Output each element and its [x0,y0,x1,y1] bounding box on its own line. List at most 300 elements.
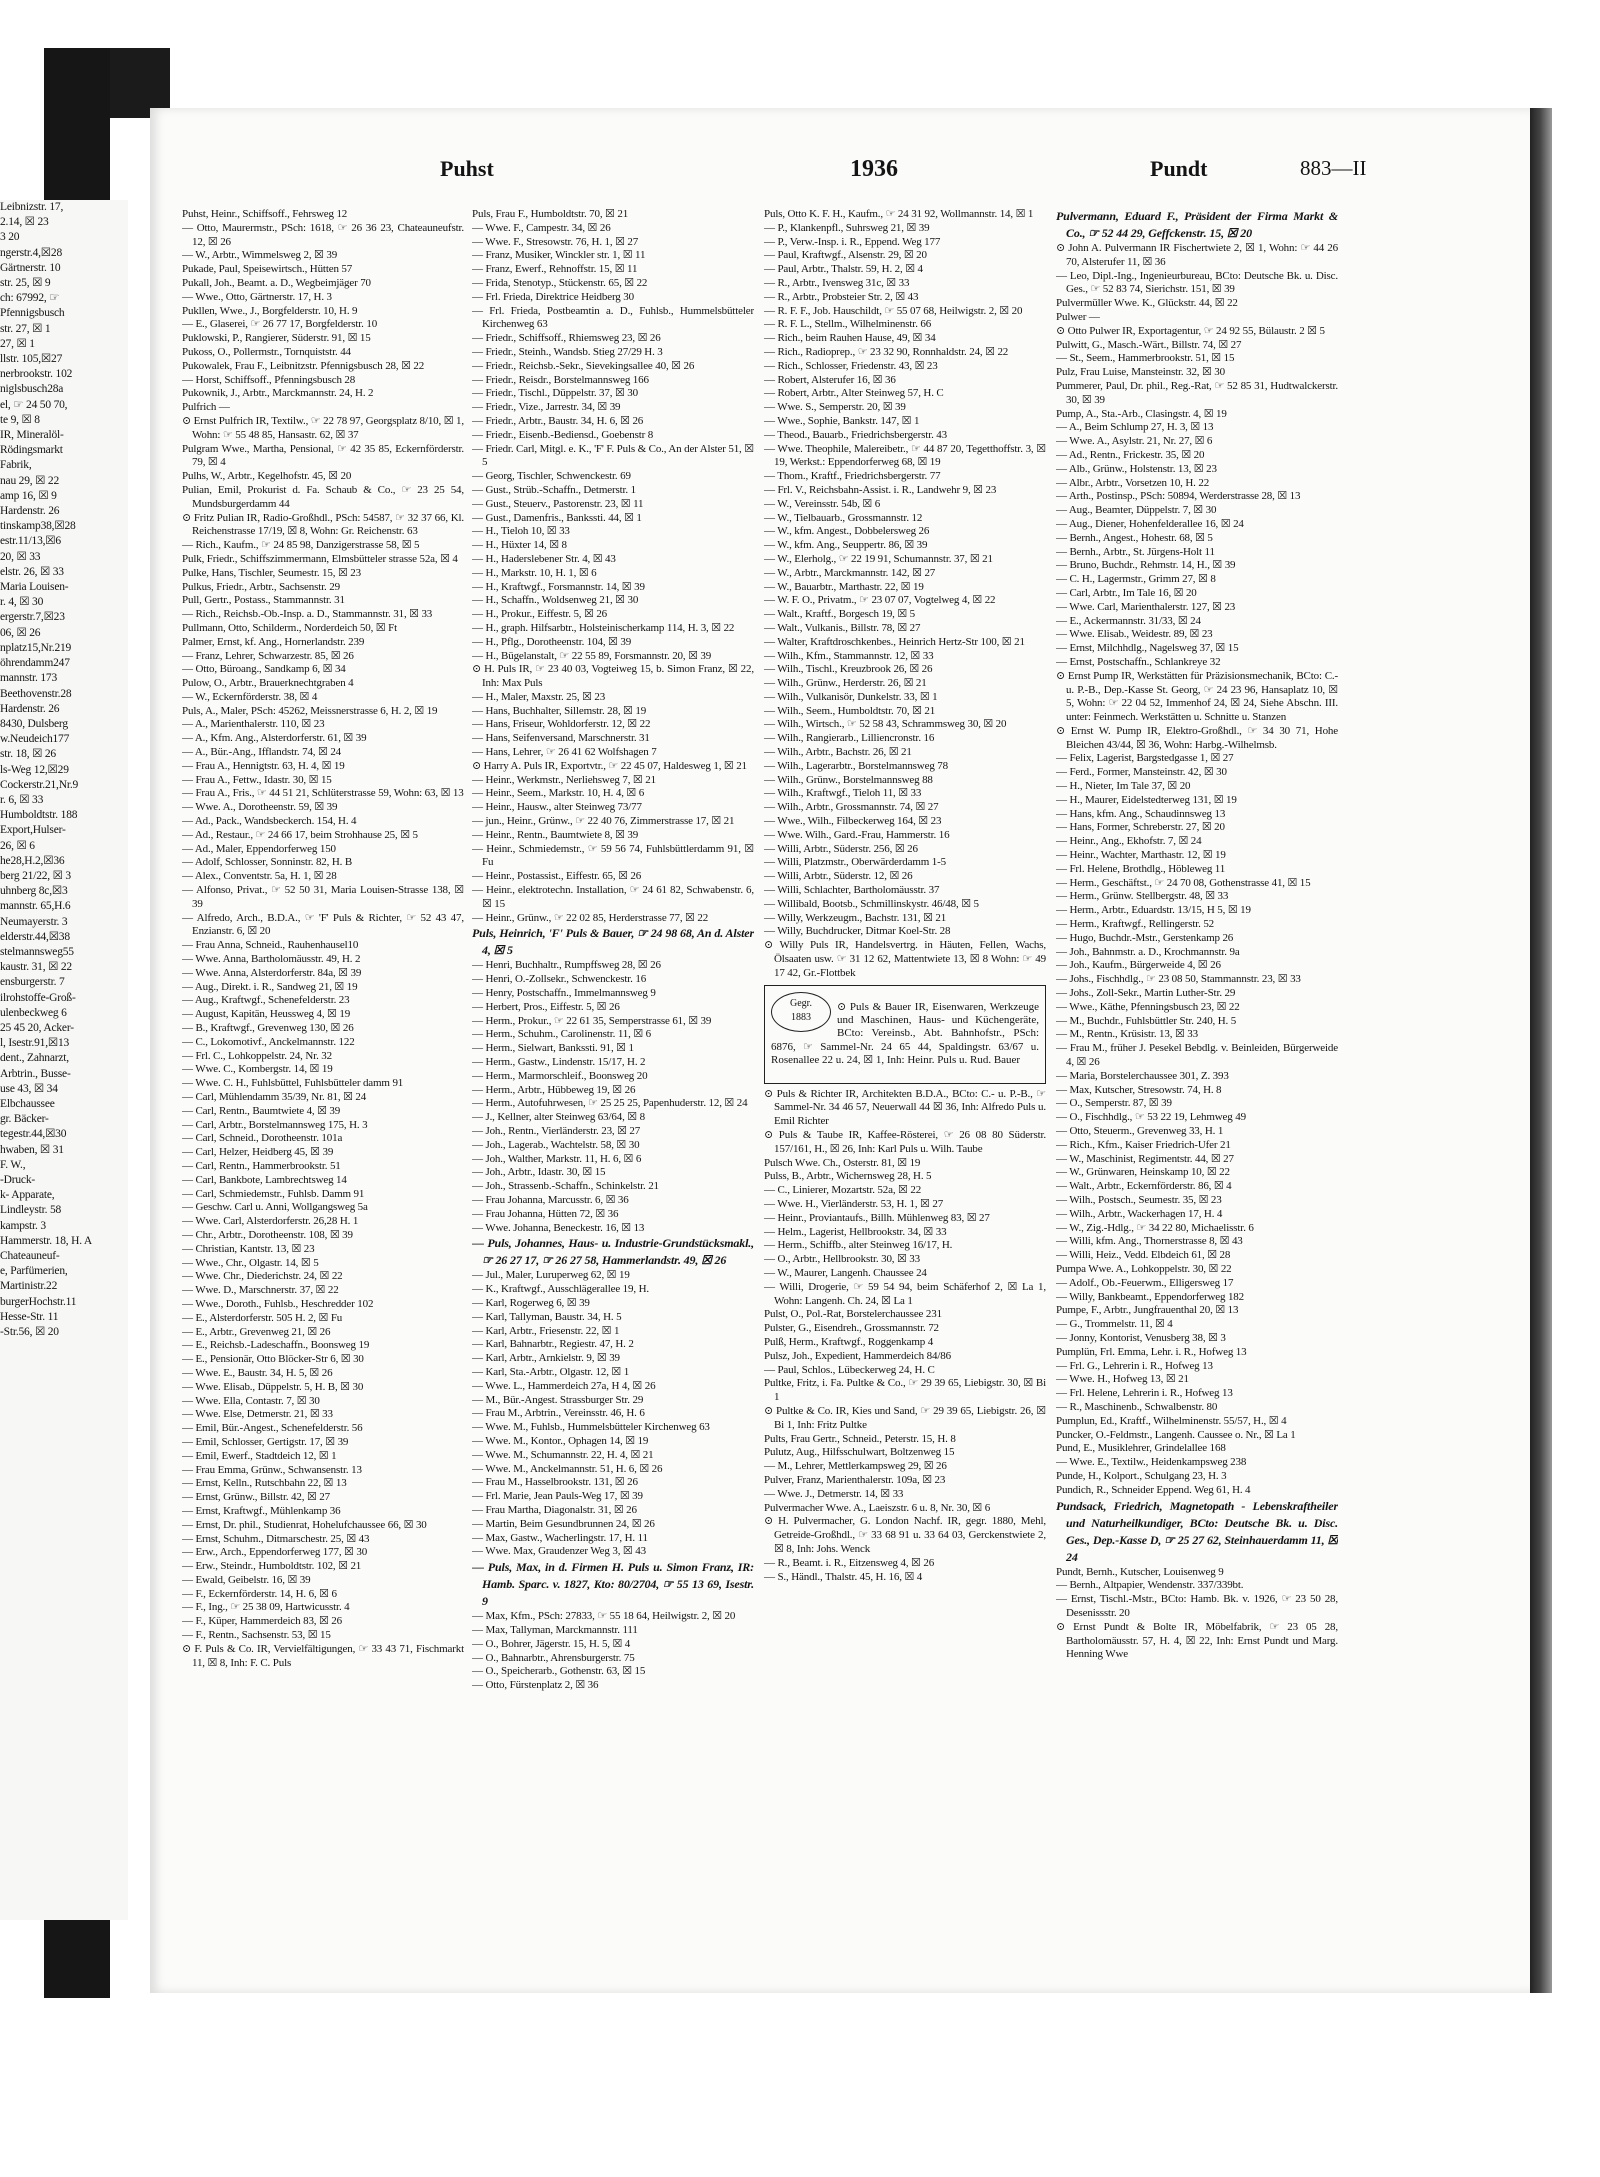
directory-entry: — W., kfm. Angest., Dobbelersweg 26 [764,525,930,538]
directory-entry: — Wwe., Wilh., Filbeckerweg 164, ☒ 23 [764,815,942,828]
left-page-line: kampstr. 3 [0,1219,46,1232]
directory-entry: — Herm., Grünw. Stellbergstr. 48, ☒ 33 [1056,890,1229,903]
directory-entry: — Ernst, Schuhm., Ditmarschestr. 25, ☒ 43 [182,1532,370,1545]
directory-entry: — Johs., Zoll-Sekr., Martin Luther-Str. 29 [1056,987,1236,1000]
left-page-line: öhrendamm247 [0,657,70,670]
directory-entry: — O., Arbtr., Hellbrookstr. 30, ☒ 33 [764,1253,921,1266]
directory-entry: — M., Lehrer, Mettlerkampsweg 29, ☒ 26 [764,1460,947,1473]
directory-entry: ⊙ John A. Pulvermann IR Fischertwiete 2, ☒ 1, Wohn: ☞ 44 26 70, Alsterufer 11, ☒ 36 [1056,242,1338,268]
directory-entry: — Geschw. Carl u. Anni, Wollgangsweg 5a [182,1201,368,1214]
left-page-line: Beethovenstr.28 [0,687,72,700]
directory-entry: — Wwe. Wilh., Gard.-Frau, Hammerstr. 16 [764,828,950,841]
directory-entry: — R., Arbtr., Ivensweg 31c, ☒ 33 [764,276,910,289]
directory-entry: — Herm., Arbtr., Eduardstr. 13/15, H 5, ☒ 19 [1056,904,1251,917]
directory-entry: Pumplün, Frl. Emma, Lehr. i. R., Hofweg 13 [1056,1345,1247,1358]
directory-page [150,108,1532,1993]
directory-entry: — Wwe., Chr., Olgastr. 14, ☒ 5 [182,1256,319,1269]
directory-entry: — Willi, Schlachter, Bartholomäusstr. 37 [764,884,940,897]
directory-entry: — F., Rentn., Sachsenstr. 53, ☒ 15 [182,1629,331,1642]
left-page-line: Hesse-Str. 11 [0,1310,59,1323]
column-2 [472,208,754,1978]
directory-entry: — St., Seem., Hammerbrookstr. 51, ☒ 15 [1056,352,1235,365]
directory-entry: — Aug., Direkt. i. R., Sandweg 21, ☒ 19 [182,980,358,993]
directory-entry: — Emil, Ewerf., Stadtdeich 12, ☒ 1 [182,1449,337,1462]
directory-entry: Pulhs, W., Arbtr., Kegelhofstr. 45, ☒ 20 [182,470,352,483]
directory-entry: — Wwe. F., Campestr. 34, ☒ 26 [472,221,611,234]
directory-entry: — F., Küper, Hammerdeich 83, ☒ 26 [182,1615,343,1628]
directory-entry: — Herm., Schuhm., Carolinenstr. 11, ☒ 6 [472,1028,651,1041]
directory-entry: — Wwe. D., Marschnerstr. 37, ☒ 22 [182,1284,339,1297]
directory-entry: — Frl. Frieda, Postbeamtin a. D., Fuhlsb., Hummelsbütteler Kirchenweg 63 [472,304,754,331]
directory-entry: — Frl. Helene, Brothdlg., Höbleweg 11 [1056,862,1226,875]
directory-entry: ⊙ Pultke & Co. IR, Kies und Sand, ☞ 29 39 65, Liebigstr. 26, ☒ Bi 1, Inh: Fritz Pultke [764,1404,1046,1431]
directory-entry: ⊙ Ernst W. Pump IR, Elektro-Großhdl., ☞ 34 30 71, Hohe Bleichen 43/44, ☒ 36, Wohn: Harbg.-Wilhelmsb. [1056,724,1338,751]
directory-entry: — Alfredo, Arch., B.D.A., ☞ 'F' Puls & Richter, ☞ 52 43 47, Enzianstr. 6, ☒ 20 [182,911,464,938]
left-page-line: berg 21/22, ☒ 3 [0,869,71,882]
directory-entry: — Carl, Rentn., Hammerbrookstr. 51 [182,1159,341,1172]
directory-entry: Pukowalek, Frau F., Leibnitzstr. Pfennigsbusch 28, ☒ 22 [182,359,425,372]
directory-entry: — Joh., Rentn., Vierländerstr. 23, ☒ 27 [472,1125,641,1137]
directory-entry: — R. F. L., Stellm., Wilhelminenstr. 66 [764,318,932,331]
directory-entry: — Friedr., Tischl., Düppelstr. 37, ☒ 30 [472,387,638,400]
directory-entry: — Karl, Arbtr., Friesenstr. 22, ☒ 1 [472,1324,620,1337]
directory-entry: — Willi, Platzmstr., Oberwärderdamm 1-5 [764,856,946,869]
left-page-line: niglsbusch28a [0,383,64,396]
directory-entry: Pulss, B., Arbtr., Wichernsweg 28, H. 5 [764,1170,932,1183]
directory-entry: Pundt, Bernh., Kutscher, Louisenweg 9 [1056,1565,1224,1578]
directory-entry: — Herm., Geschäftst., ☞ 24 70 08, Gothenstrasse 41, ☒ 15 [1056,876,1311,889]
directory-entry: — Herm., Autofuhrwesen, ☞ 25 25 25, Papenhuderstr. 12, ☒ 24 [472,1097,748,1110]
directory-entry: — Felix, Lagerist, Bargstedgasse 1, ☒ 27 [1056,752,1234,765]
directory-entry: — Heinr., Wachter, Marthastr. 12, ☒ 19 [1056,849,1226,862]
directory-entry: — Wwe. H., Hofweg 13, ☒ 21 [1056,1373,1189,1386]
left-page-line: te 9, ☒ 8 [0,413,40,426]
left-page-line: nplatz15,Nr.219 [0,641,72,654]
directory-entry: Pulvermüller Wwe. K., Glückstr. 44, ☒ 22 [1056,297,1238,310]
directory-entry: — S., Händl., Thalstr. 45, H. 16, ☒ 4 [764,1570,923,1583]
left-page-line: uhnberg 8c,☒3 [0,885,68,898]
directory-entry: — Ferd., Former, Mansteinstr. 42, ☒ 30 [1056,766,1227,779]
directory-entry: — Bernh., Arbtr., St. Jürgens-Holt 11 [1056,545,1215,558]
directory-entry: — Carl, Schmiedemstr., Fuhlsb. Damm 91 [182,1187,365,1200]
left-page-line: dent., Zahnarzt, [0,1052,69,1065]
directory-entry: Pulver, Franz, Marienthalerstr. 109a, ☒ 23 [764,1473,946,1486]
directory-entry: — Wwe. M., Kontor., Ophagen 14, ☒ 19 [472,1434,649,1447]
left-page-line: 2.14, ☒ 23 [0,216,49,229]
left-page-line: Chateauneuf- [0,1250,60,1263]
directory-entry: — M., Rentn., Krüsistr. 13, ☒ 33 [1056,1028,1198,1041]
directory-entry: — Frau A., Fettw., Idastr. 30, ☒ 15 [182,773,332,786]
directory-entry: — F., Ing., ☞ 25 38 09, Hartwicusstr. 4 [182,1601,350,1614]
directory-entry: ⊙ Puls & Richter IR, Architekten B.D.A., BCto: C.- u. P.-B., ☞ Sammel-Nr. 34 46 57, Neuerwall 44 ☒ 36, Inh: Alfredo Puls u. Emil Richter [764,1087,1046,1128]
directory-entry: — Albr., Arbtr., Vorsetzen 10, H. 22 [1056,476,1210,489]
directory-entry: Pulke, Hans, Tischler, Seumestr. 15, ☒ 23 [182,566,361,579]
directory-entry: — Wwe., Sophie, Bankstr. 147, ☒ 1 [764,414,920,427]
directory-entry: — Hans, Friseur, Wohldorferstr. 12, ☒ 22 [472,718,651,731]
directory-entry: Puls, Frau F., Humboldtstr. 70, ☒ 21 [472,208,629,220]
directory-entry: — H., Maler, Maxstr. 25, ☒ 23 [472,690,606,703]
directory-entry: — Walt., Arbtr., Eckernförderstr. 86, ☒ 4 [1056,1180,1232,1193]
column-3 [764,208,1046,1978]
directory-entry: — Heinr., Rentn., Baumtwiete 8, ☒ 39 [472,828,639,841]
left-page-line: ulenbeckweg 6 [0,1006,67,1019]
directory-entry: — H., Maurer, Eidelstedterweg 131, ☒ 19 [1056,793,1237,806]
directory-entry: — Friedr., Reisdr., Borstelmannsweg 166 [472,373,649,386]
directory-entry: — Alfonso, Privat., ☞ 52 50 31, Maria Louisen-Strasse 138, ☒ 39 [182,884,464,910]
directory-entry: — Hans, Lehrer, ☞ 26 41 62 Wolfshagen 7 [472,746,657,759]
directory-entry: — O., Speicherarb., Gothenstr. 63, ☒ 15 [472,1665,646,1678]
directory-entry: — Willy, Bankbeamt., Eppendorferweg 182 [1056,1290,1244,1303]
left-page-line: tinskamp38,☒28 [0,520,76,533]
directory-entry: — Paul, Arbtr., Thalstr. 59, H. 2, ☒ 4 [764,263,923,276]
directory-entry: — G., Trommelstr. 11, ☒ 4 [1056,1318,1173,1331]
directory-entry: — Otto, Bürоang., Sandkamp 6, ☒ 34 [182,663,346,676]
directory-entry: — Wilh., Seem., Humboldtstr. 70, ☒ 21 [764,704,936,717]
left-page-line: tegestr.44,☒30 [0,1128,67,1141]
directory-entry: ⊙ Ernst Pulfrich IR, Textilw., ☞ 22 78 97, Georgsplatz 8/10, ☒ 1, Wohn: ☞ 55 48 85, Hansastr. 62, ☒ 37 [182,414,464,441]
left-page-line: 25 45 20, Acker- [0,1021,74,1034]
directory-entry: — A., Bür.-Ang., Ifflandstr. 74, ☒ 24 [182,746,342,759]
left-page-line: Lindleystr. 58 [0,1204,62,1217]
directory-entry: Pulwitt, G., Masch.-Wärt., Billstr. 74, ☒ 27 [1056,338,1242,351]
left-page-line: stelmannsweg55 [0,945,74,958]
directory-entry: — Emil, Bür.-Angest., Schenefelderstr. 56 [182,1422,363,1435]
directory-entry: — Friedr., Vize., Jarrestr. 34, ☒ 39 [472,401,621,414]
directory-entry: Puls, A., Maler, PSch: 45262, Meissnerstrasse 6, H. 2, ☒ 19 [182,704,438,717]
directory-entry: — Friedr., Eisenb.-Bediensd., Goebenstr 8 [472,428,654,441]
directory-entry: — Wwe. Else, Detmerstr. 21, ☒ 33 [182,1408,333,1421]
directory-entry: — Wilh., Arbtr., Grossmannstr. 74, ☒ 27 [764,801,939,814]
directory-entry: — Aug., Beamter, Düppelstr. 7, ☒ 30 [1056,504,1217,517]
left-page-line: ergerstr.7,☒23 [0,611,65,624]
directory-entry: — Leo, Dipl.-Ing., Ingenieurbureau, BCto: Deutsche Bk. u. Disc. Ges., ☞ 52 83 74, Sierichstr. 151, ☒ 39 [1056,269,1338,296]
directory-entry: — Max, Tallyman, Marckmannstr. 111 [472,1623,638,1636]
directory-entry: Pumpe, F., Arbtr., Jungfrauenthal 20, ☒ 13 [1056,1304,1239,1317]
directory-entry: ⊙ Ernst Pundt & Bolte IR, Möbelfabrik, ☞ 23 05 28, Bartholomäusstr. 57, H. 4, ☒ 22, Inh: Ernst Pundt und Marg. Henning Wwe [1056,1620,1338,1661]
directory-entry: — Ernst, Kelln., Rutschbahn 22, ☒ 13 [182,1477,347,1490]
directory-entry: Pundich, R., Schneider Eppend. Weg 61, H. 4 [1056,1483,1251,1496]
directory-entry: — Aug., Diener, Hohenfelderallee 16, ☒ 24 [1056,517,1244,530]
directory-entry: — Wwe. A., Asylstr. 21, Nr. 27, ☒ 6 [1056,435,1213,448]
directory-entry: Pulfrich — [182,401,230,414]
directory-entry: — W., Arbtr., Marckmannstr. 142, ☒ 27 [764,566,936,579]
directory-entry: — W., Eckernförderstr. 38, ☒ 4 [182,690,318,703]
directory-entry: — Wwe. H., Vierländerstr. 53, H. 1, ☒ 27 [764,1198,944,1211]
directory-entry: — Willy, Buchdrucker, Ditmar Koel-Str. 28 [764,925,951,938]
directory-entry: Pump, A., Sta.-Arb., Clasingstr. 4, ☒ 19 [1056,407,1227,420]
directory-entry: — Rich., beim Rauhen Hause, 49, ☒ 34 [764,332,936,345]
directory-entry: — Gust., Strüb.-Schaffn., Detmerstr. 1 [472,483,636,496]
directory-entry: — W., Maurer, Langenh. Chaussee 24 [764,1267,927,1280]
directory-entry: Punde, H., Kolport., Schulgang 23, H. 3 [1056,1469,1227,1482]
directory-entry: — H., Markstr. 10, H. 1, ☒ 6 [472,566,597,579]
directory-entry: — W. F. O., Privatm., ☞ 23 07 07, Vogtelweg 4, ☒ 22 [764,594,996,607]
directory-entry: — E., Arbtr., Grevenweg 21, ☒ 26 [182,1325,331,1338]
left-page-line: r. 6, ☒ 33 [0,793,44,806]
directory-entry: — Adolf., Ob.-Feuerwm., Elligersweg 17 [1056,1276,1234,1289]
directory-entry: — Willi, kfm. Ang., Thornerstrasse 8, ☒ 43 [1056,1235,1243,1248]
directory-entry: — Hans, Former, Schreberstr. 27, ☒ 20 [1056,821,1225,834]
left-page-line: ngerstr.4,☒28 [0,246,63,259]
directory-entry: — Wwe. F., Stresowstr. 76, H. 1, ☒ 27 [472,235,639,248]
directory-entry: — C. H., Lagermstr., Grimm 27, ☒ 8 [1056,573,1216,586]
directory-entry: — Wwe. L., Hammerdeich 27a, H 4, ☒ 26 [472,1379,656,1392]
left-page-line: ch: 67992, ☞ [0,292,60,305]
directory-entry: — P., Klankenpfl., Suhrsweg 21, ☒ 39 [764,221,930,234]
left-page-line: amp 16, ☒ 9 [0,489,57,502]
directory-entry: — Wwe., Otto, Gärtnerstr. 17, H. 3 [182,290,332,303]
left-page-line: ensburgerstr. 7 [0,976,65,989]
directory-entry: — Carl, Schneid., Dorotheenstr. 101a [182,1132,343,1145]
directory-entry: Palmer, Ernst, kf. Ang., Hornerlandstr. 239 [182,635,365,648]
directory-entry: — Ernst, Milchhdlg., Nagelsweg 37, ☒ 15 [1056,642,1239,655]
directory-entry: — Wilh., Vulkanisör, Dunkelstr. 33, ☒ 1 [764,690,938,703]
directory-entry: — Karl, Rogerweg 6, ☒ 39 [472,1296,590,1309]
directory-entry: — Bernh., Angest., Hohestr. 68, ☒ 5 [1056,531,1213,544]
directory-entry: — Wilh., Grünw., Borstelmannsweg 88 [764,773,933,786]
directory-entry: Pulutz, Aug., Hilfsschulwart, Boltzenweg 15 [764,1446,955,1459]
directory-entry: — H., Haderslebener Str. 4, ☒ 43 [472,552,616,565]
directory-entry: — Emil, Schlosser, Gertigstr. 17, ☒ 39 [182,1435,349,1448]
directory-entry: — Horst, Schiffsoff., Pfenningsbusch 28 [182,373,356,386]
directory-entry: — R., Beamt. i. R., Eitzensweg 4, ☒ 26 [764,1556,935,1569]
directory-entry: ⊙ Otto Pulwer IR, Exportagentur, ☞ 24 92 55, Bülaustr. 2 ☒ 5 [1056,324,1325,337]
directory-entry: — H., Tieloh 10, ☒ 33 [472,525,570,538]
left-page-line: 20, ☒ 33 [0,550,41,563]
directory-entry: — Wilh., Arbtr., Bachstr. 26, ☒ 21 [764,746,912,759]
directory-entry: — Max, Kfm., PSch: 27833, ☞ 55 18 64, Heilwigstr. 2, ☒ 20 [472,1610,736,1623]
directory-entry: — Walter, Kraftdroschkenbes., Heinrich Hertz-Str 100, ☒ 21 [764,635,1025,648]
directory-entry: — J., Kellner, alter Steinweg 63/64, ☒ 8 [472,1111,645,1124]
directory-entry: — jun., Heinr., Grünw., ☞ 22 40 76, Zimmerstrasse 17, ☒ 21 [472,815,735,828]
directory-entry: — W., Vereinsstr. 54b, ☒ 6 [764,497,881,510]
directory-entry: — Wwe. E., Textilw., Heidenkampsweg 238 [1056,1456,1247,1469]
directory-entry: — Adolf, Schlosser, Sonninstr. 82, H. B [182,856,353,869]
left-page-line: elderstr.44,☒38 [0,930,70,943]
directory-entry: — Robert, Alsterufer 16, ☒ 36 [764,373,896,386]
directory-entry: Pukllen, Wwe., J., Borgfelderstr. 10, H. 9 [182,304,358,317]
directory-entry: — Frau Johanna, Hütten 72, ☒ 36 [472,1207,619,1220]
directory-entry: — Wilh., Wirtsch., ☞ 52 58 43, Schrammsweg 30, ☒ 20 [764,718,1007,731]
puls-bauer-ad [764,985,1046,1084]
left-page-line: 06, ☒ 26 [0,626,41,639]
directory-entry: — Wwe. C. H., Fuhlsbüttel, Fuhlsbütteler damm 91 [182,1077,404,1090]
seal-line: Gegr. [790,997,812,1009]
directory-entry: ⊙ H. Puls IR, ☞ 23 40 03, Vogteiweg 15, b. Simon Franz, ☒ 22, Inh: Max Puls [472,663,754,690]
directory-entry: ⊙ Harry A. Puls IR, Exportvtr., ☞ 22 45 07, Haldesweg 1, ☒ 21 [472,759,747,772]
directory-entry: — Franz, Lehrer, Schwarzestr. 85, ☒ 26 [182,649,354,662]
directory-entry: — W., Arbtr., Wimmelsweg 2, ☒ 39 [182,249,338,262]
directory-entry: — Ad., Pack., Wandsbeckerch. 154, H. 4 [182,815,357,828]
directory-entry: — Hans, Buchhalter, Sillemstr. 28, ☒ 19 [472,704,647,717]
left-page-line: Hardenstr. 26 [0,505,60,518]
directory-entry: — H., Prokur., Eiffestr. 5, ☒ 26 [472,608,608,621]
directory-entry: Pulvermann, Eduard F., Präsident der Firma Markt & Co., ☞ 52 44 29, Geffckenstr. 15, ☒ 20 [1056,209,1338,240]
directory-entry: — Carl, Rentn., Baumtwiete 4, ☒ 39 [182,1104,341,1117]
directory-entry: Pulst, O., Pol.-Rat, Borstelerchaussee 231 [764,1308,942,1321]
directory-entry: — Heinr., Ang., Ekhofstr. 7, ☒ 24 [1056,835,1202,848]
directory-entry: — H., Kraftwgf., Forsmannstr. 14, ☒ 39 [472,580,645,593]
left-page-line: elstr. 26, ☒ 33 [0,565,64,578]
left-page-line: Gärtnerstr. 10 [0,261,61,274]
directory-entry: — Walt., Kraftf., Borgesch 19, ☒ 5 [764,608,916,621]
directory-entry: — Heinr., Postassist., Eiffestr. 65, ☒ 26 [472,870,642,883]
seal-year: 1883 [791,1011,811,1023]
directory-entry: — Karl, Sta.-Arbtr., Olgastr. 12, ☒ 1 [472,1365,630,1378]
directory-entry: — Carl, Mühlendamm 35/39, Nr. 81, ☒ 24 [182,1091,367,1103]
left-page-line: -Druck- [0,1174,35,1186]
left-page-line: Arbtrin., Busse- [0,1067,71,1080]
header-first-name: Puhst [440,156,494,181]
directory-entry: — Otto, Maurermstr., PSch: 1618, ☞ 26 36 23, Chateauneufstr. 12, ☒ 26 [182,221,464,248]
directory-entry: — Carl, Arbtr., Im Tale 16, ☒ 20 [1056,586,1197,599]
left-page-line: l, Isestr.91,☒13 [0,1037,70,1050]
directory-entry: — August, Kapitän, Heussweg 4, ☒ 19 [182,1008,351,1021]
directory-entry: — Wwe. Anna, Bartholomäusstr. 49, H. 2 [182,953,361,966]
left-page-line: mannstr. 65,H.6 [0,900,71,913]
directory-entry: — H., Nieter, Im Tale 37, ☒ 20 [1056,780,1191,793]
left-page-line: ls-Weg 12,☒29 [0,763,69,776]
directory-entry: — Gust., Damenfris., Bankssti. 44, ☒ 1 [472,511,642,524]
directory-entry: — W., Zig.-Hdlg., ☞ 34 22 80, Michaelisstr. 6 [1056,1221,1254,1234]
left-page-line: Fabrik, [0,459,32,472]
directory-entry: — Max, Gastw., Wacherlingstr. 17, H. 11 [472,1531,648,1544]
directory-entry: — Erw., Arch., Eppendorferweg 177, ☒ 30 [182,1546,368,1559]
directory-entry: — W., Tielbauarb., Grossmannstr. 12 [764,511,923,524]
header-last-name: Pundt [1150,156,1208,181]
directory-entry: — Ewald, Geibelstr. 16, ☒ 39 [182,1573,311,1586]
directory-entry: — Joh., Kaufm., Bürgerweide 4, ☒ 26 [1056,959,1221,972]
directory-entry: — Alb., Grünw., Holstenstr. 13, ☒ 23 [1056,462,1217,475]
directory-entry: — Otto, Steuerm., Grevenweg 33, H. 1 [1056,1125,1224,1137]
directory-entry: — Wilh., Grünw., Herderstr. 26, ☒ 21 [764,677,927,690]
directory-entry: — O., Fischhdlg., ☞ 53 22 19, Lehmweg 49 [1056,1111,1246,1124]
directory-entry: — Wwe. C., Kombergstr. 14, ☒ 19 [182,1063,333,1076]
directory-entry: — R., Arbtr., Probsteier Str. 2, ☒ 43 [764,290,919,303]
directory-entry: — Frau Martha, Diagonalstr. 31, ☒ 26 [472,1503,637,1516]
directory-entry: Puls, Heinrich, 'F' Puls & Bauer, ☞ 24 98 68, An d. Alster 4, ☒ 5 [472,926,754,958]
directory-entry: Pukownik, J., Arbtr., Marckmannstr. 24, H. 2 [182,387,374,400]
founding-seal [771,992,831,1032]
directory-entry: — Frau M., Arbtrin., Vereinsstr. 46, H. 6 [472,1407,645,1420]
left-page-line: kaustr. 31, ☒ 22 [0,961,72,974]
directory-entry: — Robert, Arbtr., Alter Steinweg 57, H. C [764,387,944,400]
directory-entry: — E., Alsterdorferstr. 505 H. 2, ☒ Fu [182,1311,343,1324]
directory-entry: — Frl. G., Lehrerin i. R., Hofweg 13 [1056,1359,1213,1372]
left-page-line: llstr. 105,☒27 [0,353,63,366]
left-page-line: mannstr. 173 [0,672,58,685]
directory-entry: — Wilh., Arbtr., Wackerhagen 17, H. 4 [1056,1207,1223,1220]
directory-entry: — Karl, Bahnarbtr., Regiestr. 47, H. 2 [472,1338,634,1351]
directory-entry: — F., Eckernförderstr. 14, H. 6, ☒ 6 [182,1587,337,1600]
left-page-line: Neumayerstr. 3 [0,915,68,928]
directory-entry: Puhst, Heinr., Schiffsoff., Fehrsweg 12 [182,208,348,220]
directory-entry: — Ernst, Tischl.-Mstr., BCto: Hamb. Bk. v. 1926, ☞ 23 50 28, Desenissstr. 20 [1056,1593,1338,1619]
directory-entry: — Herm., Sielwart, Bankssti. 91, ☒ 1 [472,1042,634,1055]
directory-entry: — Wwe., Käthe, Pfenningsbusch 23, ☒ 22 [1056,1000,1240,1013]
directory-entry: — Herm., Arbtr., Hübbeweg 19, ☒ 26 [472,1083,636,1096]
directory-entry: — Wilh., Kfm., Stammannstr. 12, ☒ 33 [764,649,934,662]
directory-entry: — C., Linierer, Mozartstr. 52a, ☒ 22 [764,1184,922,1197]
directory-entry: Pull, Gertr., Postass., Stammannstr. 31 [182,594,345,607]
left-page-line: Leibnizstr. 17, [0,201,64,213]
directory-entry: Pullmann, Otto, Schilderm., Norderdeich 50, ☒ Ft [182,621,397,634]
directory-entry: — Joh., Bahnmstr. a. D., Krochmannstr. 9a [1056,945,1240,958]
directory-entry: — Bernh., Altpapier, Wendenstr. 337/339bt. [1056,1579,1244,1592]
directory-entry: Pukall, Joh., Beamt. a. D., Wegbeimjäger 70 [182,276,371,289]
left-page-line: Export,Hulser- [0,824,66,837]
left-page-line: e, Parfümerien, [0,1265,68,1278]
directory-entry: — Willi, Drogerie, ☞ 59 54 94, beim Schäferhof 2, ☒ La 1, Wohn: Langenh. Ch. 24, ☒ La 1 [764,1280,1046,1307]
left-page-line: he28,H.2,☒36 [0,854,65,867]
directory-entry: — Heinr., Seem., Markstr. 10, H. 4, ☒ 6 [472,787,645,800]
directory-entry: — Willibald, Bootsb., Schmillinskystr. 46/48, ☒ 5 [764,897,979,910]
directory-entry: — Theod., Bauarb., Friedrichsbergerstr. 43 [764,428,948,441]
left-page-line: Pfennigsbusch [0,307,65,320]
directory-entry: — R. F. F., Job. Hauschildt, ☞ 55 07 68, Heilwigstr. 2, ☒ 20 [764,304,1023,317]
directory-entry: Pulvermacher Wwe. A., Laeiszstr. 6 u. 8, Nr. 30, ☒ 6 [764,1501,991,1514]
directory-entry: — A., Marienthalerstr. 110, ☒ 23 [182,718,325,731]
directory-entry: — Joh., Arbtr., Idastr. 30, ☒ 15 [472,1166,606,1179]
directory-entry: — A., Kfm. Ang., Alsterdorferstr. 61, ☒ 39 [182,732,367,745]
directory-entry: — Frl. C., Lohkoppelstr. 24, Nr. 32 [182,1049,332,1062]
page-header [150,156,1532,190]
directory-entry: — Wwe. Elisab., Düppelstr. 5, H. B, ☒ 30 [182,1380,364,1393]
directory-entry: — Erw., Steindr., Humboldtstr. 102, ☒ 21 [182,1560,362,1573]
directory-entry: — Max, Kutscher, Stresowstr. 74, H. 8 [1056,1083,1222,1096]
left-page-line: k- Apparate, [0,1189,55,1202]
directory-entry: — Friedr. Carl, Mitgl. e. K., 'F' F. Puls & Co., An der Alster 51, ☒ 5 [472,442,754,469]
directory-entry: — Carl, Bankbote, Lambrechtsweg 14 [182,1173,347,1186]
left-page-line: str. 18, ☒ 26 [0,748,56,761]
directory-entry: — Rich., Kaufm., ☞ 24 85 98, Danzigerstrasse 58, ☒ 5 [182,539,420,552]
directory-entry: — Paul, Kraftwgf., Alsenstr. 29, ☒ 20 [764,249,927,262]
directory-entry: — H., Hüxter 14, ☒ 8 [472,539,567,552]
directory-entry: — Heinr., Proviantaufs., Billh. Mühlenweg 83, ☒ 27 [764,1211,990,1224]
directory-entry: — C., Lokomotivf., Anckelmannstr. 122 [182,1035,355,1048]
directory-entry: — Herm., Schiffb., alter Steinweg 16/17, H. [764,1239,953,1252]
left-page-line: Hardenstr. 26 [0,702,60,715]
directory-entry: Pulsz, Joh., Expedient, Hammerdeich 84/86 [764,1349,951,1362]
directory-entry: — Wwe. Carl, Marienthalerstr. 127, ☒ 23 [1056,600,1236,613]
directory-entry: — E., Glaserei, ☞ 26 77 17, Borgfelderstr. 10 [182,318,378,331]
directory-entry: — Ad., Rentn., Frickestr. 35, ☒ 20 [1056,448,1205,461]
left-page-line: nerbrookstr. 102 [0,368,73,381]
directory-entry: — Chr., Arbtr., Dorotheenstr. 108, ☒ 39 [182,1228,353,1241]
directory-entry: — Herm., Prokur., ☞ 22 61 35, Semperstrasse 61, ☒ 39 [472,1014,712,1027]
directory-entry: — Heinr., Schmiedemstr., ☞ 59 56 74, Fuhlsbüttlerdamm 91, ☒ Fu [472,842,754,869]
directory-entry: — E., Ackermannstr. 31/33, ☒ 24 [1056,614,1201,627]
directory-entry: — Wwe. M., Fuhlsb., Hummelsbütteler Kirchenweg 63 [472,1421,710,1434]
directory-entry: Pumpa Wwe. A., Lohkoppelstr. 30, ☒ 22 [1056,1262,1232,1275]
directory-entry: — Hans, Seifenversand, Marschnerstr. 31 [472,732,650,745]
directory-entry: — Frl. Helene, Lehrerin i. R., Hofweg 13 [1056,1387,1233,1400]
directory-entry: ⊙ F. Puls & Co. IR, Vervielfältigungen, ☞ 33 43 71, Fischmarkt 11, ☒ 8, Inh: F. C. Puls [182,1642,464,1669]
directory-entry: Pumplun, Ed., Kraftf., Wilhelminenstr. 55/57, H., ☒ 4 [1056,1414,1287,1427]
directory-entry: — Wilh., Tischl., Kreuzbrook 26, ☒ 26 [764,663,933,676]
directory-entry: — Ad., Restaur., ☞ 24 66 17, beim Strohhause 25, ☒ 5 [182,828,418,841]
left-page-line: str. 27, ☒ 1 [0,322,51,335]
directory-entry: — Heinr., Grünw., ☞ 22 02 85, Herderstrasse 77, ☒ 22 [472,911,709,924]
left-page-line: IR, Mineralöl- [0,429,64,442]
directory-entry: — Wwe., Doroth., Fuhlsb., Heschredder 102 [182,1297,374,1310]
directory-entry: — Frl. Marie, Jean Pauls-Weg 17, ☒ 39 [472,1490,643,1503]
directory-entry: — E., Pensionär, Otto Blöcker-Str 6, ☒ 30 [182,1353,364,1366]
directory-entry: — Ernst, Postschaffn., Schlankreye 32 [1056,655,1221,668]
directory-entry: ⊙ Fritz Pulian IR, Radio-Großhdl., PSch: 54587, ☞ 32 37 66, Kl. Reichenstrasse 17/19, ☒ 8, Wohn: Gr. Reichenstr. 63 [182,511,464,538]
directory-entry: — Herbert, Pros., Eiffestr. 5, ☒ 26 [472,1000,620,1013]
left-page-line: Hammerstr. 18, H. A [0,1234,93,1247]
